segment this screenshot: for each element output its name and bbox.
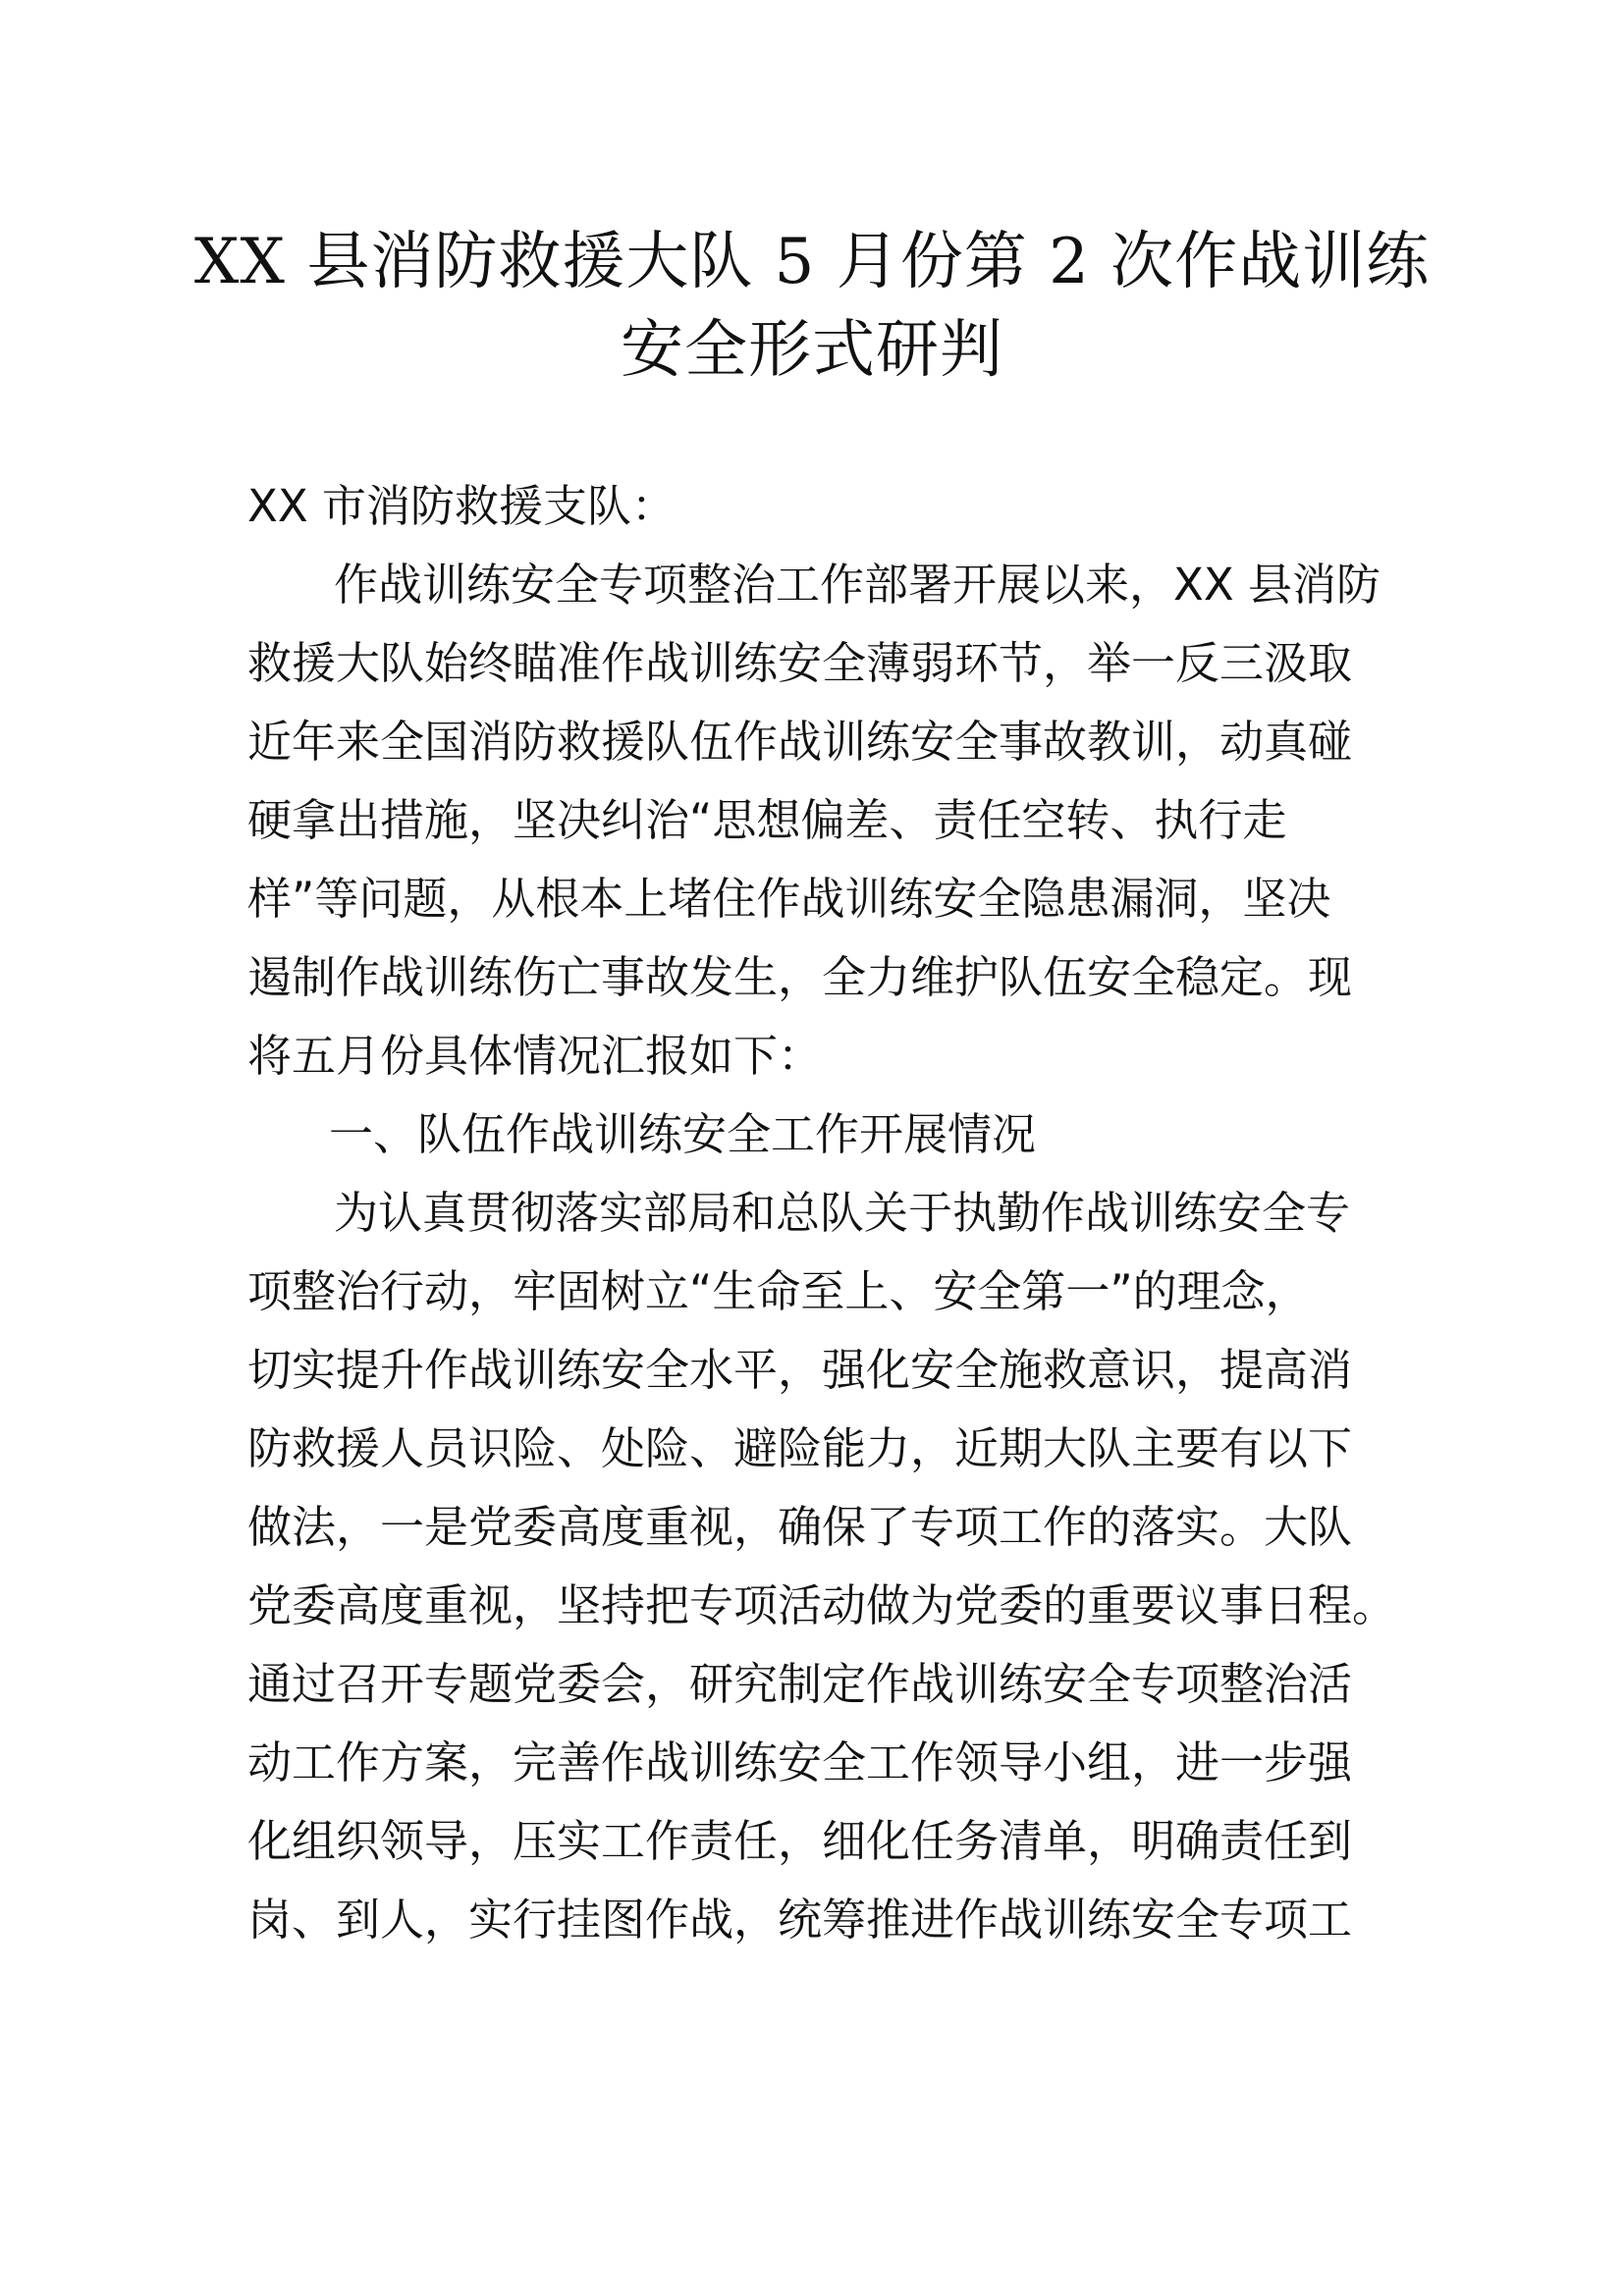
paragraph-line: 做法，一是党委高度重视，确保了专项工作的落实。大队 <box>247 1501 1353 1553</box>
paragraph-line: 党委高度重视，坚持把专项活动做为党委的重要议事日程。 <box>247 1579 1397 1631</box>
paragraph-line: 化组织领导，压实工作责任，细化任务清单，明确责任到 <box>247 1815 1353 1867</box>
paragraph-line: 遏制作战训练伤亡事故发生，全力维护队伍安全稳定。现 <box>247 951 1353 1003</box>
paragraph-line: 硬拿出措施，坚决纠治“思想偏差、责任空转、执行走 <box>247 794 1287 846</box>
paragraph-line: 切实提升作战训练安全水平，强化安全施救意识，提高消 <box>247 1344 1353 1396</box>
paragraph-line: 近年来全国消防救援队伍作战训练安全事故教训，动真碰 <box>247 716 1353 768</box>
paragraph-line: 通过召开专题党委会，研究制定作战训练安全专项整治活 <box>247 1658 1353 1710</box>
paragraph-line: 将五月份具体情况汇报如下： <box>247 1030 823 1082</box>
section-heading: 一、队伍作战训练安全工作开展情况 <box>329 1108 1037 1160</box>
salutation: XX 市消防救援支队： <box>247 480 676 532</box>
paragraph-line: 项整治行动，牢固树立“生命至上、安全第一”的理念， <box>247 1265 1310 1317</box>
paragraph-line: 救援大队始终瞄准作战训练安全薄弱环节，举一反三汲取 <box>247 637 1353 689</box>
paragraph-line: 样”等问题，从根本上堵住作战训练安全隐患漏洞，坚决 <box>247 873 1331 925</box>
document-title-line-1: XX 县消防救援大队 5 月份第 2 次作战训练 <box>193 226 1431 298</box>
paragraph-line: 防救援人员识险、处险、避险能力，近期大队主要有以下 <box>247 1422 1353 1474</box>
document-title-line-2: 安全形式研判 <box>621 314 1003 387</box>
paragraph-line: 岗、到人，实行挂图作战，统筹推进作战训练安全专项工 <box>247 1894 1353 1946</box>
paragraph-line: 作战训练安全专项整治工作部署开展以来，XX 县消防 <box>334 559 1380 611</box>
paragraph-line: 动工作方案，完善作战训练安全工作领导小组，进一步强 <box>247 1736 1353 1789</box>
paragraph-line: 为认真贯彻落实部局和总队关于执勤作战训练安全专 <box>334 1187 1351 1239</box>
